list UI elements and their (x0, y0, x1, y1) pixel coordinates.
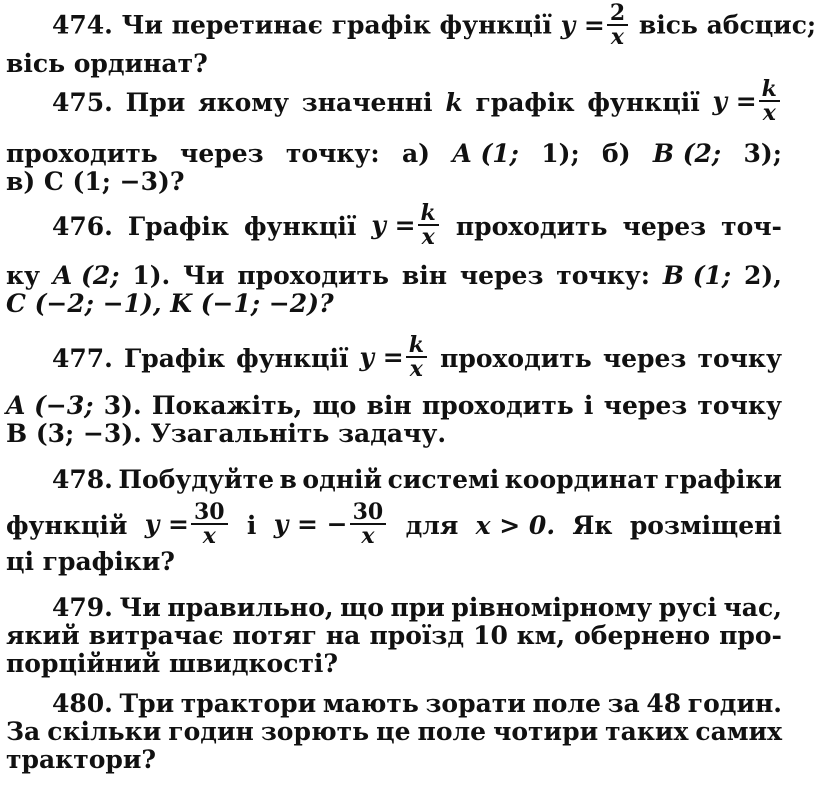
equation-lhs: y = − (273, 509, 348, 539)
problem-number: 478. (52, 465, 113, 494)
problem-line: ці графіки? (6, 547, 175, 576)
problem-line: За скільки годин зорють це поле чотири таких самих (6, 717, 782, 746)
fraction (759, 78, 780, 124)
fraction-numerator: 30 (191, 501, 228, 525)
problem-line: B (3; −3). Узагальніть задачу. (6, 419, 447, 448)
problem-number: 479. (52, 593, 113, 622)
equation-lhs: y = (359, 342, 404, 372)
fraction (418, 202, 439, 248)
problem-line: A (−3; 3). Покажіть, що він проходить і через точку (6, 391, 782, 420)
problem-line: C (−2; −1), K (−1; −2)? (6, 289, 334, 318)
fraction (406, 334, 427, 380)
equation-lhs: y = (560, 10, 605, 40)
problem-number: 474. (52, 10, 113, 40)
equation-lhs: y = (371, 210, 416, 240)
fraction (350, 501, 387, 547)
problem-477: 477. Графік функції y = $\frac{k}{x}$ проходить через точку A (−3; 3). Покажіть, що він проходить і через точку B (3; −3). Узагальніть задачу. (6, 332, 782, 448)
problem-line: ку A (2; 1). Чи проходить він через точку: B (1; 2), (6, 261, 782, 290)
problem-475: 475. При якому значенні k графік функції y = $\frac{k}{x}$ проходить через точку: а) A (1; 1); б) B (2; 3); в) C (1; −3)? (6, 76, 782, 196)
problem-480: 480. Три трактори мають зорати поле за 48 годин. За скільки годин зорють це поле чотири таких самих трактори? (6, 689, 782, 774)
fraction-denominator: x (202, 523, 216, 549)
problem-line: в) C (1; −3)? (6, 167, 185, 196)
problem-number: 476. (52, 212, 113, 241)
equation-lhs: y = (712, 86, 757, 116)
problem-line: порційний швидкості? (6, 649, 339, 678)
problem-number: 480. (52, 689, 113, 718)
fraction-denominator: x (409, 356, 423, 382)
problem-479: 479. Чи правильно, що при рівномірному русі час, який витрачає потяг на проїзд 10 км, обернено про- порційний швидкості? (6, 593, 782, 678)
problem-line: функцій y = $\frac{30}{x}$ і y = − $\frac{30}{x}$ для x > 0. Як розміщені (6, 499, 782, 549)
problem-line: проходить через точку: а) A (1; 1); б) B (2; 3); (6, 139, 782, 168)
fraction-numerator: 2 (607, 2, 628, 26)
equation-lhs: y = (144, 509, 189, 539)
problem-text: Чи перетинає графік функції (121, 10, 552, 40)
problem-line: який витрачає потяг на проїзд 10 км, обернено про- (6, 621, 782, 650)
problem-text: вісь абсцис; (638, 10, 816, 40)
fraction-numerator: 30 (350, 501, 387, 525)
fraction-numerator: k (418, 202, 439, 226)
fraction-numerator: k (406, 334, 427, 358)
fraction-denominator: x (361, 523, 375, 549)
fraction-denominator: x (421, 224, 435, 250)
problem-text: вісь ординат? (6, 49, 208, 78)
fraction (607, 2, 628, 48)
fraction-denominator: x (610, 24, 625, 50)
problem-number: 477. (52, 344, 113, 373)
fraction-denominator: x (762, 100, 776, 126)
problem-line: трактори? (6, 745, 157, 774)
fraction (191, 501, 228, 547)
fraction-numerator: k (759, 78, 780, 102)
problem-474 (6, 0, 816, 78)
problem-478: 478. Побудуйте в одній системі координат графіки функцій y = $\frac{30}{x}$ і y = − $\frac{30}{x}$ для x > 0. Як розміщені ці графіки? (6, 465, 782, 576)
problem-number: 475. (52, 88, 113, 117)
problem-476: 476. Графік функції y = $\frac{k}{x}$ проходить через точ- ку A (2; 1). Чи проходить він через точку: B (1; 2), C (−2; −1), K (−1; −2)? (6, 200, 782, 318)
